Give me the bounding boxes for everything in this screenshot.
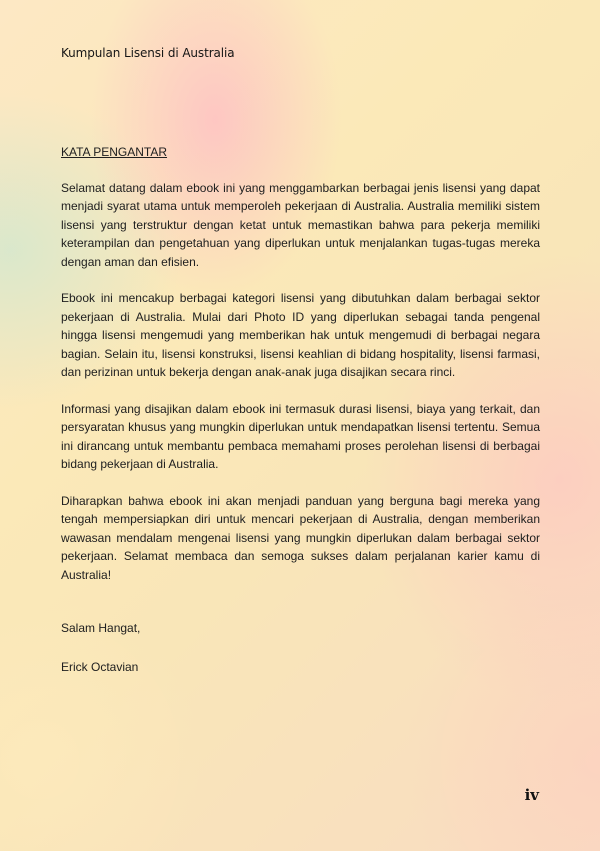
paragraph-4: Diharapkan bahwa ebook ini akan menjadi panduan yang berguna bagi mereka yang tengah mempersiapkan diri untuk mencari pekerjaan di Australia, dengan memberikan wawasan mendalam mengenai lisensi yang mungkin diperlukan dalam berbagai sektor pekerjaan. Selamat membaca dan semoga sukses dalam perjalanan karier kamu di Australia! [61,493,540,582]
page-content [61,143,540,676]
closing-salutation: Salam Hangat, [61,621,141,635]
paragraph-2: Ebook ini mencakup berbagai kategori lisensi yang dibutuhkan dalam berbagai sektor pekerjaan di Australia. Mulai dari Photo ID yang diperlukan sebagai tanda pengenal hingga lisensi mengemudi yang memberikan hak untuk mengemudi di berbagai negara bagian. Selain itu, lisensi konstruksi, lisensi keahlian di bidang hospitality, lisensi farmasi, dan perizinan untuk bekerja dengan anak-anak juga disajikan secara rinci. [61,291,540,379]
running-header: Kumpulan Lisensi di Australia [61,46,235,60]
section-heading: KATA PENGANTAR [61,145,168,159]
paragraph-1: Selamat datang dalam ebook ini yang menggambarkan berbagai jenis lisensi yang dapat menjadi syarat utama untuk memperoleh pekerjaan di Australia. Australia memiliki sistem lisensi yang terstruktur dengan ketat untuk memastikan bahwa para pekerja memiliki keterampilan dan pengetahuan yang diperlukan untuk menjalankan tugas-tugas mereka dengan aman dan efisien. [61,180,540,269]
paragraph-3: Informasi yang disajikan dalam ebook ini termasuk durasi lisensi, biaya yang terkait, dan persyaratan khusus yang mungkin diperlukan untuk mendapatkan lisensi tertentu. Semua ini dirancang untuk membantu pembaca memahami proses perolehan lisensi di berbagai bidang pekerjaan di Australia. [61,401,540,471]
page-number: iv [524,786,539,804]
author-signature: Erick Octavian [61,659,139,674]
